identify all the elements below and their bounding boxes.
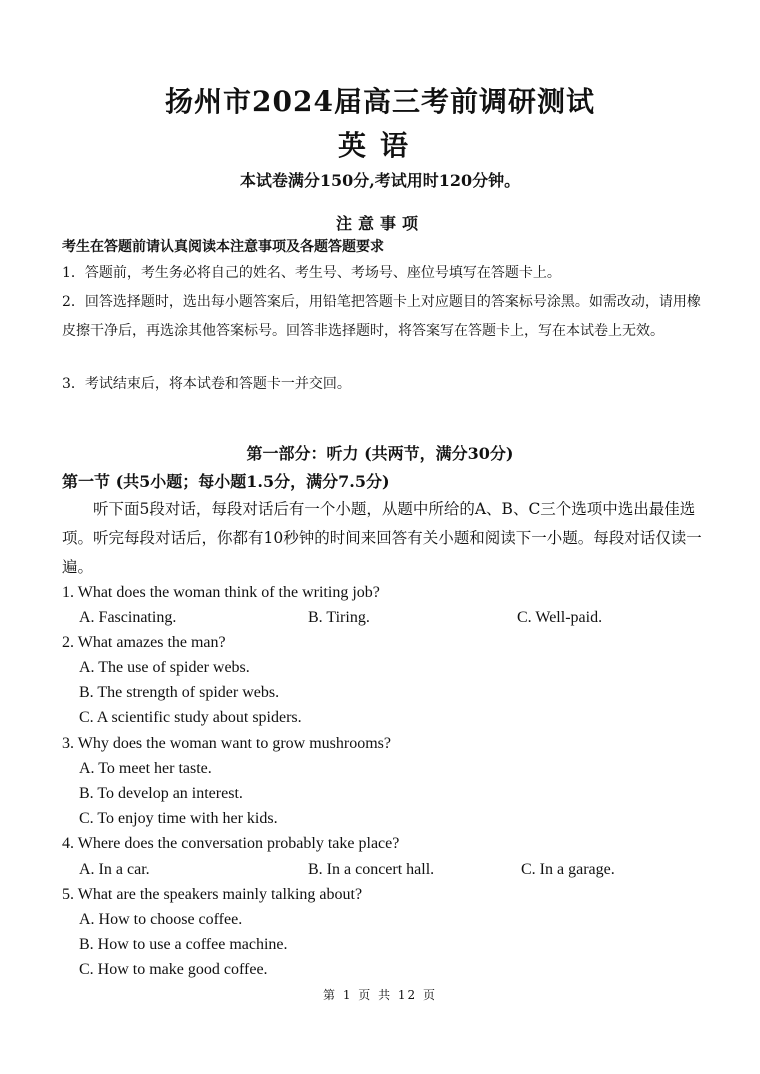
notice-item: 3．考试结束后，将本试卷和答题卡一并交回。 xyxy=(62,376,351,392)
question-stem: 4. Where does the conversation probably take place? xyxy=(62,835,400,852)
answer-option: A. To meet her taste. xyxy=(79,760,212,777)
notice-intro: 考生在答题前请认真阅读本注意事项及各题答题要求 xyxy=(62,239,384,255)
question-stem: 1. What does the woman think of the writing job? xyxy=(62,584,380,601)
listening-directions: 听下面5段对话，每段对话后有一个小题，从题中所给的A、B、C三个选项中选出最佳选项。听完每段对话后，你都有10秒钟的时间来回答有关小题和阅读下一小题。每段对话仅读一遍。 xyxy=(62,500,702,576)
answer-option: A. Fascinating. xyxy=(79,609,177,626)
answer-option: C. To enjoy time with her kids. xyxy=(79,810,278,827)
exam-title: 扬州市2024届高三考前调研测试 xyxy=(165,85,595,118)
answer-option: C. How to make good coffee. xyxy=(79,961,268,978)
answer-option: C. In a garage. xyxy=(521,861,615,878)
notice-title: 注意事项 xyxy=(335,214,424,233)
question-stem: 3. Why does the woman want to grow mushrooms? xyxy=(62,735,391,752)
answer-option: B. In a concert hall. xyxy=(308,861,435,878)
question-stem: 2. What amazes the man? xyxy=(62,634,226,651)
answer-option: C. Well-paid. xyxy=(517,609,603,626)
question-stem: 5. What are the speakers mainly talking about? xyxy=(62,886,363,903)
answer-option: B. The strength of spider webs. xyxy=(79,684,280,701)
answer-option: C. A scientific study about spiders. xyxy=(79,709,302,726)
part-one-title: 第一部分：听力 (共两节，满分30分) xyxy=(246,444,514,463)
section-one-title: 第一节 (共5小题；每小题1.5分，满分7.5分) xyxy=(62,472,390,491)
notice-item: 2．回答选择题时，选出每小题答案后，用铅笔把答题卡上对应题目的答案标号涂黑。如需改动，请用橡皮擦干净后，再选涂其他答案标号。回答非选择题时，将答案写在答题卡上，写在本试卷上无效。 xyxy=(62,294,701,339)
score-time-line: 本试卷满分150分,考试用时120分钟。 xyxy=(239,171,521,190)
answer-option: A. How to choose coffee. xyxy=(79,911,243,928)
notice-item: 1．答题前，考生务必将自己的姓名、考生号、考场号、座位号填写在答题卡上。 xyxy=(62,265,561,281)
answer-option: B. How to use a coffee machine. xyxy=(79,936,288,953)
answer-option: A. In a car. xyxy=(79,861,150,878)
answer-option: A. The use of spider webs. xyxy=(79,659,250,676)
answer-option: B. To develop an interest. xyxy=(79,785,243,802)
subject-title: 英语 xyxy=(337,129,422,162)
page-number: 第 1 页 共 12 页 xyxy=(323,988,437,1002)
answer-option: B. Tiring. xyxy=(308,609,370,626)
